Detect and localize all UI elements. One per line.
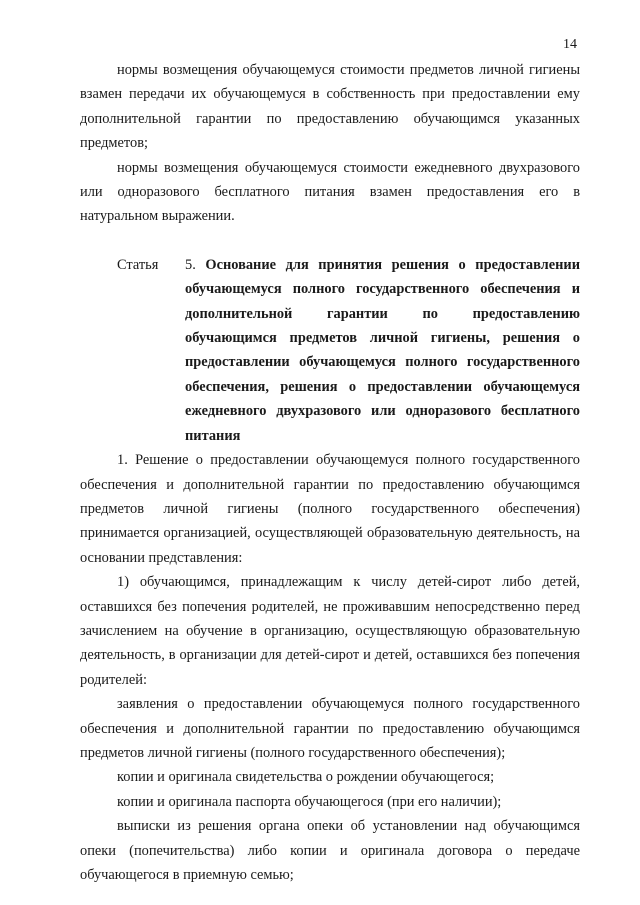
paragraph: нормы возмещения обучающемуся стоимости ежедневного двухразового или одноразового бесплатного питания взамен предоставления его в натуральном выражении. — [80, 159, 580, 225]
article-title-block — [185, 253, 580, 448]
list-item: 1) обучающимся, принадлежащим к числу детей-сирот либо детей, оставшихся без попечения родителей, не проживавшим непосредственно перед зачислением на обучение в организацию, осуществляющую образовательную деятельность, в организации для детей-сирот и детей, оставшихся без попечения родителей: — [80, 574, 580, 688]
article-number: 5. — [185, 256, 196, 273]
list-item: выписки из решения органа опеки об установлении над обучающимся опеки (попечительства) либо копии и оригинала договора о передаче обучающегося в приемную семью; — [80, 818, 580, 883]
list-item: копии и оригинала паспорта обучающегося (при его наличии); — [117, 793, 502, 810]
document-body — [80, 58, 580, 887]
paragraph: нормы возмещения обучающемуся стоимости предметов личной гигиены взамен передачи их обучающемуся в собственность при предоставлении ему дополнительной гарантии по предоставлению обучающимся указанных предметов; — [80, 62, 580, 152]
list-item: копии и оригинала свидетельства о рождении обучающегося; — [117, 769, 495, 786]
page-number: 14 — [563, 37, 577, 52]
paragraph: 1. Решение о предоставлении обучающемуся полного государственного обеспечения и дополнительной гарантии по предоставлению обучающимся предметов личной гигиены (полного государственного обеспечения) принимается организацией, осуществляющей образовательную деятельность, на основании представления: — [80, 452, 580, 566]
article-title: Основание для принятия решения о предоставлении обучающемуся полного государственного обеспечения и дополнительной гарантии по предоставлению обучающимся предметов личной гигиены, решения о предоставлении обучающемуся полного государственного обеспечения, решения о предоставлении обучающемуся ежедневного двухразового или одноразового бесплатного питания — [185, 256, 580, 444]
article-label: Статья — [117, 256, 159, 273]
article-heading — [80, 253, 580, 448]
list-item: заявления о предоставлении обучающемуся полного государственного обеспечения и дополнительной гарантии по предоставлению обучающимся предметов личной гигиены (полного государственного обеспечения); — [80, 696, 580, 761]
